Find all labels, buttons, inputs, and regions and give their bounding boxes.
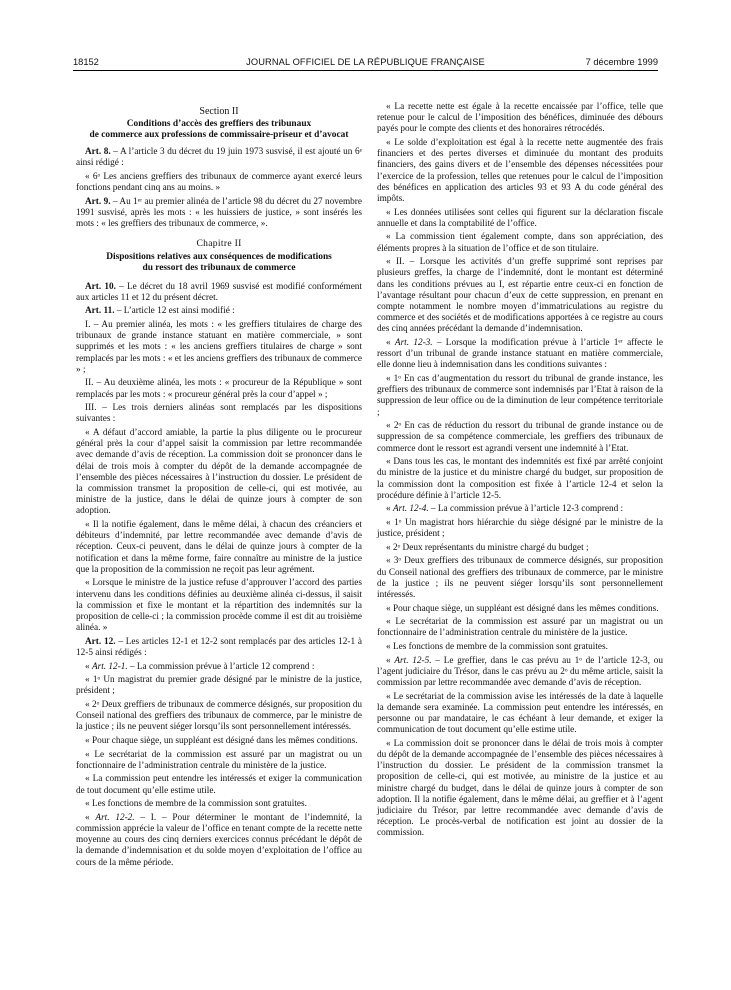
article-text: – Au 1ᵉʳ au premier alinéa de l’article 98 du décret du 27 novembre 1991 susvisé, après les mots : « les huissiers de justice, » sont insérés les mots : « les greffiers des tribunaux de commerce, ». [76, 196, 362, 230]
paragraph: « Le secrétariat de la commission est assuré par un magistrat ou un fonctionnaire de l’administration centrale du ministère de la justice. [76, 749, 362, 771]
paragraph: « La commission tient également compte, dans son appréciation, des éléments propres à la situation de l’office et de son titulaire. [377, 232, 663, 254]
article-label: Art. 10. [85, 281, 116, 292]
article-12-3 [377, 338, 663, 372]
paragraph: « Les fonctions de membre de la commission sont gratuites. [386, 642, 608, 652]
section-title: Section II [199, 106, 239, 117]
paragraph: « 2ᵒ Deux représentants du ministre chargé du budget ; [386, 542, 589, 553]
paragraph: III. – Les trois derniers alinéas sont remplacés par les dispositions suivantes : [76, 403, 362, 425]
page-header [73, 56, 658, 71]
article-text: – L’article 12 est ainsi modifié : [114, 306, 235, 317]
quote-open: « [85, 661, 92, 672]
paragraph: « La recette nette est égale à la recette encaissée par l’office, telle que retenue pour le calcul de l’imposition des bénéfices, diminuée des débours payés pour le compte des clients et des honoraires rétrocédés. [377, 102, 663, 135]
chapter-subtitle-line-1: Dispositions relatives aux conséquences de modifications [106, 251, 332, 262]
article-9 [76, 197, 362, 231]
article-text: – La commission prévue à l’article 12 comprend : [127, 661, 315, 672]
article-ref: Art. 12-2. [95, 812, 135, 823]
paragraph: « Pour chaque siège, un suppléant est désigné dans les mêmes conditions. [85, 736, 358, 747]
article-12 [76, 637, 362, 659]
article-10 [76, 282, 362, 304]
paragraph: « La commission peut entendre les intéressés et exiger la communication de tout document qu’elle estime utile. [76, 774, 362, 796]
quote-open: « [386, 504, 393, 515]
article-label: Art. 12. [85, 636, 116, 647]
paragraph: « 6ᵒ Les anciens greffiers des tribunaux de commerce ayant exercé leurs fonctions pendant cinq ans au moins. » [76, 172, 362, 194]
quote-open: « [85, 812, 96, 823]
article-12-2 [76, 813, 362, 869]
article-ref: Art. 12-1. [91, 661, 128, 672]
paragraph: « 1ᵒ En cas d’augmentation du ressort du tribunal de grande instance, les greffiers des tribunaux de commerce sont indemnisés par l’Etat à raison de la suppression de leur office ou de la diminution de leur compétence territoriale ; [377, 374, 663, 418]
section-subtitle-line-1: Conditions d’accès des greffiers des tribunaux [126, 119, 312, 130]
section-subtitle [76, 119, 362, 141]
right-column [377, 102, 663, 842]
article-12-1 [76, 662, 362, 673]
paragraph: II. – Au deuxième alinéa, les mots : « procureur de la République » sont remplacés par les mots : « procureur général près la cour d’appel » ; [76, 378, 362, 400]
paragraph: « Le secrétariat de la commission avise les intéressés de la date à laquelle la demande sera examinée. La commission peut entendre les intéressés, en personne ou par mandataire, le cas échéant à leur demande, et exiger la communication de tout document qu’elle estime utile. [377, 691, 663, 736]
quote-open: « [386, 655, 395, 666]
page-number: 18152 [73, 57, 99, 67]
article-12-5 [377, 656, 663, 690]
paragraph: « Les données utilisées sont celles qui figurent sur la déclaration fiscale annuelle et dans la comptabilité de l’office. [377, 207, 663, 229]
paragraph: « Lorsque le ministre de la justice refuse d’approuver l’accord des parties intervenu dans les conditions définies au deuxième alinéa ci-dessus, il saisit la commission et fixe le montant et la répartition des indemnités sur la proposition de celle-ci ; la commission procède comme il est dit au troisième alinéa. » [76, 578, 362, 634]
issue-date: 7 décembre 1999 [585, 57, 658, 67]
article-label: Art. 9. [85, 196, 111, 207]
paragraph: « Dans tous les cas, le montant des indemnités est fixé par arrêté conjoint du ministre de la justice et du ministre chargé du budget, sur proposition de la commission dont la composition est fixée à l’article 12-4 et selon la procédure définie à l’article 12-5. [377, 457, 663, 501]
chapter-subtitle [76, 252, 362, 274]
article-ref: Art. 12-4. [392, 504, 429, 515]
quote-open: « [386, 338, 395, 349]
chapter-title: Chapitre II [196, 238, 242, 250]
paragraph: « Il la notifie également, dans le même délai, à chacun des créanciers et débiteurs d’indemnité, par lettre recommandée avec demande d’avis de réception. Ceux-ci peuvent, dans le délai de quinze jours à compter de la notification et dans la même forme, faire connaître au ministre de la justice que la proposition de la commission ne reçoit pas leur agrément. [76, 520, 362, 575]
article-8 [76, 147, 362, 169]
paragraph: « Pour chaque siège, un suppléant est désigné dans les mêmes conditions. [386, 603, 659, 614]
paragraph: « A défaut d’accord amiable, la partie la plus diligente ou le procureur général près la cour d’appel saisit la commission par lettre recommandée avec demande d’avis de réception. La commission doit se prononcer dans le délai de trois mois à compter du dépôt de la demande accompagnée de l’ensemble des pièces nécessaires à l’instruction du dossier. Le président de la commission transmet la proposition de celle-ci, qui est motivée, au ministre de la justice, dans le délai de quinze jours à compter de son adoption. [76, 428, 362, 517]
chapter-subtitle-line-2: du ressort des tribunaux de commerce [142, 262, 296, 273]
journal-title: JOURNAL OFFICIEL DE LA RÉPUBLIQUE FRANÇAISE [246, 57, 485, 67]
article-text: – Les articles 12-1 et 12-2 sont remplacés par des articles 12-1 à 12-5 ainsi rédigés : [76, 636, 362, 659]
paragraph: « 2ᵒ En cas de réduction du ressort du tribunal de grande instance ou de suppression de sa compétence commerciale, les greffiers des tribunaux de commerce dont le ressort est agrandi versent une indemnité à l’Etat. [377, 421, 663, 454]
article-text: – Le décret du 18 avril 1969 susvisé est modifié conformément aux articles 11 et 12 du présent décret. [76, 281, 362, 303]
article-text: – Lorsque la modification prévue à l’article 1ᵉʳ affecte le ressort d’un tribunal de grande instance statuant en matière commerciale, elle donne lieu à indemnisation dans les conditions suivantes : [377, 338, 664, 371]
section-subtitle-line-2: de commerce aux professions de commissaire-priseur et d’avocat [89, 130, 349, 141]
paragraph: « 3ᵒ Deux greffiers des tribunaux de commerce désignés, sur proposition du Conseil national des greffiers des tribunaux de commerce, par le ministre de la justice ; ils ne peuvent siéger lorsqu’ils sont personnellement intéressés. [377, 556, 663, 601]
paragraph: « La commission doit se prononcer dans le délai de trois mois à compter du dépôt de la demande accompagnée de l’ensemble des pièces nécessaires à l’instruction du dossier. Le président de la commission transmet la proposition de celle-ci, qui est motivée, au ministre de la justice et au ministre chargé du budget, dans le délai de quinze jours à compter de son adoption. Il la notifie également, dans le même délai, au greffier et à l’agent judiciaire du Trésor, par lettre recommandée avec demande d’avis de réception. Le procès-verbal de notification est joint au dossier de la commission. [377, 738, 663, 839]
paragraph: « Le secrétariat de la commission est assuré par un magistrat ou un fonctionnaire de l’administration centrale du ministère de la justice. [377, 617, 663, 639]
paragraph: « 2ᵒ Deux greffiers de tribunaux de commerce désignés, sur proposition du Conseil national des greffiers des tribunaux de commerce, par le ministre de la justice ; ils ne peuvent siéger lorsqu’ils sont personnellement intéressés. [76, 700, 362, 733]
left-column [76, 102, 362, 871]
paragraph: « 1ᵒ Un magistrat hors hiérarchie du siège désigné par le ministre de la justice, président ; [377, 518, 663, 540]
paragraph: « Les fonctions de membre de la commission sont gratuites. [85, 799, 307, 810]
paragraph: « Le solde d’exploitation est égal à la recette nette augmentée des frais financiers et des pertes diverses et diminuée du montant des produits financiers, des gains divers et de l’ensemble des dépenses nécessitées pour l’exercice de la profession, telles que retenues pour le calcul de l’imposition des bénéfices en application des articles 93 et 93 A du code général des impôts. [377, 138, 663, 205]
article-ref: Art. 12-5. [394, 655, 432, 666]
article-text: – La commission prévue à l’article 12-3 comprend : [428, 504, 624, 515]
paragraph: « 1ᵒ Un magistrat du premier grade désigné par le ministre de la justice, président ; [76, 675, 362, 697]
paragraph: I. – Au premier alinéa, les mots : « les greffiers titulaires de charge des tribunaux de grande instance statuant en matière commerciale, » sont supprimés et les mots : « les anciens greffiers titulaires de charge » sont remplacés par les mots : « et les anciens greffiers des tribunaux de commerce » ; [76, 320, 362, 375]
article-text: – A l’article 3 du décret du 19 juin 1973 susvisé, il est ajouté un 6ᵉ ainsi rédigé : [76, 147, 362, 169]
article-text: – Le greffier, dans le cas prévu au 1ᵒ de l’article 12-3, ou l’agent judiciaire du Trésor, dans le cas prévu au 2ᵒ du même article, saisit la commission par lettre recommandée avec demande d’avis de réception. [377, 655, 663, 688]
article-text: – I. – Pour déterminer le montant de l’indemnité, la commission apprécie la valeur de l’office en tenant compte de la recette nette moyenne au cours des cinq derniers exercices connus précédant le dépôt de la demande d’indemnisation et du solde moyen d’exploitation de l’office au cours de la même période. [76, 812, 363, 868]
article-label: Art. 11. [85, 306, 115, 317]
article-11 [76, 306, 362, 317]
article-12-4 [377, 504, 663, 515]
paragraph: « II. – Lorsque les activités d’un greffe supprimé sont reprises par plusieurs greffes, la charge de l’indemnité, dont le montant est déterminé dans les conditions prévues au I, est répartie entre ceux-ci en fonction de l’avantage résultant pour chacun d’eux de cette suppression, en prenant en compte notamment le nombre moyen d’immatriculations au registre du commerce et des sociétés et de modifications apportées à ce registre au cours des cinq années précédant la demande d’indemnisation. [377, 257, 663, 335]
article-label: Art. 8. [85, 147, 111, 158]
article-ref: Art. 12-3. [394, 338, 433, 349]
